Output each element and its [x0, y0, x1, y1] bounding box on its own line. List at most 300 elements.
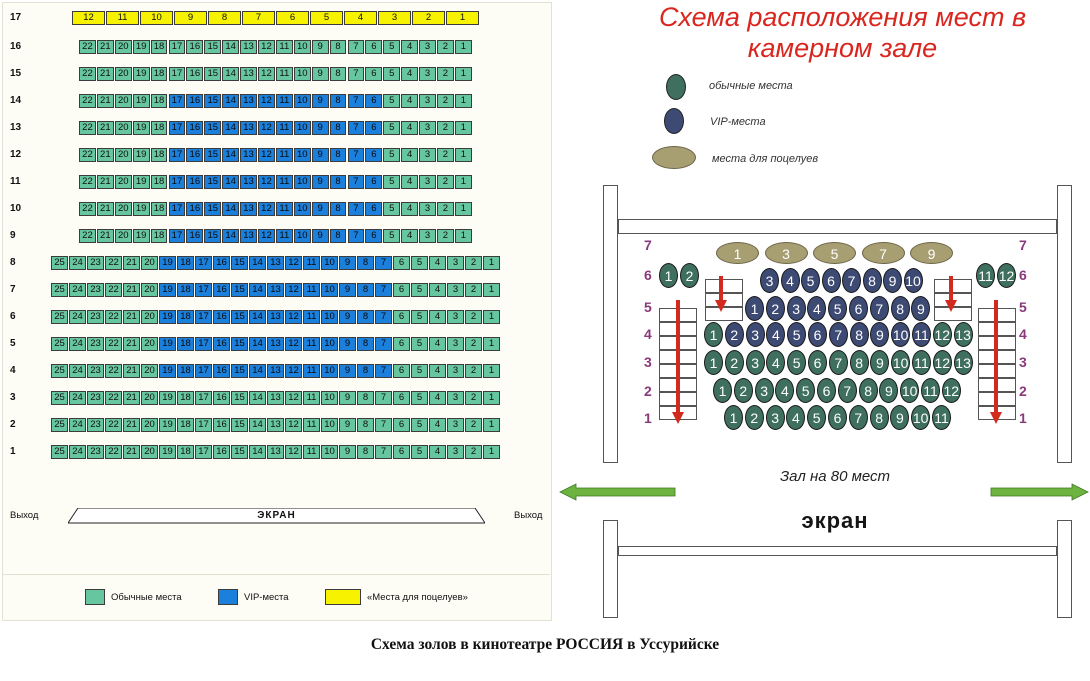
- seat-std-r11-21[interactable]: 21: [97, 175, 114, 189]
- seat-std-r3-9[interactable]: 9: [339, 391, 356, 405]
- seat-std-r16-6[interactable]: 6: [365, 40, 382, 54]
- chamber-seat-r1-2[interactable]: 2: [745, 405, 764, 430]
- seat-vip-r14-6[interactable]: 6: [365, 94, 382, 108]
- chamber-seat-r2-12[interactable]: 12: [942, 378, 961, 403]
- seat-std-r8-25[interactable]: 25: [51, 256, 68, 270]
- seat-std-r10-2[interactable]: 2: [437, 202, 454, 216]
- chamber-seat-r6-10[interactable]: 10: [904, 268, 923, 293]
- seat-std-r16-7[interactable]: 7: [348, 40, 365, 54]
- seat-std-r11-22[interactable]: 22: [79, 175, 96, 189]
- seat-vip-r8-15[interactable]: 15: [231, 256, 248, 270]
- seat-std-r14-2[interactable]: 2: [437, 94, 454, 108]
- seat-std-r9-21[interactable]: 21: [97, 229, 114, 243]
- seat-vip-r10-6[interactable]: 6: [365, 202, 382, 216]
- seat-std-r2-16[interactable]: 16: [213, 418, 230, 432]
- seat-std-r6-5[interactable]: 5: [411, 310, 428, 324]
- seat-vip-r12-14[interactable]: 14: [222, 148, 239, 162]
- seat-vip-r12-6[interactable]: 6: [365, 148, 382, 162]
- seat-std-r16-16[interactable]: 16: [186, 40, 203, 54]
- chamber-seat-r6-8[interactable]: 8: [863, 268, 882, 293]
- seat-std-r8-5[interactable]: 5: [411, 256, 428, 270]
- seat-vip-r7-9[interactable]: 9: [339, 283, 356, 297]
- seat-vip-r5-7[interactable]: 7: [375, 337, 392, 351]
- chamber-seat-r4-11[interactable]: 11: [912, 322, 931, 347]
- seat-std-r9-3[interactable]: 3: [419, 229, 436, 243]
- seat-std-r2-8[interactable]: 8: [357, 418, 374, 432]
- seat-vip-r7-19[interactable]: 19: [159, 283, 176, 297]
- seat-vip-r13-15[interactable]: 15: [204, 121, 221, 135]
- seat-std-r5-25[interactable]: 25: [51, 337, 68, 351]
- seat-vip-r6-17[interactable]: 17: [195, 310, 212, 324]
- seat-std-r7-22[interactable]: 22: [105, 283, 122, 297]
- seat-vip-r11-10[interactable]: 10: [294, 175, 311, 189]
- seat-vip-r5-14[interactable]: 14: [249, 337, 266, 351]
- seat-std-r1-22[interactable]: 22: [105, 445, 122, 459]
- seat-std-r15-16[interactable]: 16: [186, 67, 203, 81]
- seat-std-r2-12[interactable]: 12: [285, 418, 302, 432]
- seat-std-r5-22[interactable]: 22: [105, 337, 122, 351]
- seat-vip-r12-15[interactable]: 15: [204, 148, 221, 162]
- seat-std-r8-3[interactable]: 3: [447, 256, 464, 270]
- chamber-kiss-seat-3[interactable]: 3: [765, 242, 808, 264]
- seat-std-r16-9[interactable]: 9: [312, 40, 329, 54]
- seat-vip-r12-11[interactable]: 11: [276, 148, 293, 162]
- seat-std-r2-7[interactable]: 7: [375, 418, 392, 432]
- seat-vip-r5-8[interactable]: 8: [357, 337, 374, 351]
- seat-std-r4-23[interactable]: 23: [87, 364, 104, 378]
- seat-vip-r12-7[interactable]: 7: [348, 148, 365, 162]
- chamber-seat-r4-3[interactable]: 3: [746, 322, 765, 347]
- seat-vip-r8-11[interactable]: 11: [303, 256, 320, 270]
- seat-std-r15-6[interactable]: 6: [365, 67, 382, 81]
- chamber-seat-r2-6[interactable]: 6: [817, 378, 836, 403]
- seat-std-r1-20[interactable]: 20: [141, 445, 158, 459]
- seat-std-r1-18[interactable]: 18: [177, 445, 194, 459]
- seat-std-r9-5[interactable]: 5: [383, 229, 400, 243]
- seat-std-r15-10[interactable]: 10: [294, 67, 311, 81]
- seat-vip-r11-12[interactable]: 12: [258, 175, 275, 189]
- seat-std-r2-13[interactable]: 13: [267, 418, 284, 432]
- seat-vip-r14-11[interactable]: 11: [276, 94, 293, 108]
- seat-vip-r8-18[interactable]: 18: [177, 256, 194, 270]
- seat-vip-r14-8[interactable]: 8: [330, 94, 347, 108]
- seat-std-r5-20[interactable]: 20: [141, 337, 158, 351]
- seat-vip-r6-13[interactable]: 13: [267, 310, 284, 324]
- seat-std-r3-12[interactable]: 12: [285, 391, 302, 405]
- seat-std-r3-20[interactable]: 20: [141, 391, 158, 405]
- seat-vip-r5-11[interactable]: 11: [303, 337, 320, 351]
- seat-vip-r10-7[interactable]: 7: [348, 202, 365, 216]
- chamber-seat-r1-3[interactable]: 3: [766, 405, 785, 430]
- seat-std-r12-20[interactable]: 20: [115, 148, 132, 162]
- chamber-seat-r2-7[interactable]: 7: [838, 378, 857, 403]
- chamber-seat-r1-9[interactable]: 9: [890, 405, 909, 430]
- seat-vip-r9-17[interactable]: 17: [169, 229, 186, 243]
- seat-std-r16-18[interactable]: 18: [151, 40, 168, 54]
- seat-std-r13-2[interactable]: 2: [437, 121, 454, 135]
- chamber-seat-r3-9[interactable]: 9: [870, 350, 889, 375]
- seat-std-r8-1[interactable]: 1: [483, 256, 500, 270]
- seat-std-r10-3[interactable]: 3: [419, 202, 436, 216]
- seat-vip-r4-14[interactable]: 14: [249, 364, 266, 378]
- seat-std-r13-21[interactable]: 21: [97, 121, 114, 135]
- seat-vip-r7-7[interactable]: 7: [375, 283, 392, 297]
- seat-std-r3-13[interactable]: 13: [267, 391, 284, 405]
- seat-std-r5-3[interactable]: 3: [447, 337, 464, 351]
- seat-std-r11-4[interactable]: 4: [401, 175, 418, 189]
- chamber-seat-r4-6[interactable]: 6: [808, 322, 827, 347]
- seat-std-r1-24[interactable]: 24: [69, 445, 86, 459]
- seat-std-r10-1[interactable]: 1: [455, 202, 472, 216]
- seat-std-r6-1[interactable]: 1: [483, 310, 500, 324]
- seat-std-r10-19[interactable]: 19: [133, 202, 150, 216]
- seat-std-r2-18[interactable]: 18: [177, 418, 194, 432]
- seat-std-r2-6[interactable]: 6: [393, 418, 410, 432]
- seat-std-r14-3[interactable]: 3: [419, 94, 436, 108]
- seat-vip-r12-9[interactable]: 9: [312, 148, 329, 162]
- seat-vip-r4-18[interactable]: 18: [177, 364, 194, 378]
- seat-std-r4-21[interactable]: 21: [123, 364, 140, 378]
- seat-vip-r10-12[interactable]: 12: [258, 202, 275, 216]
- chamber-seat-r2-9[interactable]: 9: [879, 378, 898, 403]
- seat-vip-r6-9[interactable]: 9: [339, 310, 356, 324]
- seat-kiss-r17-11[interactable]: 11: [106, 11, 139, 25]
- seat-std-r8-20[interactable]: 20: [141, 256, 158, 270]
- seat-std-r15-7[interactable]: 7: [348, 67, 365, 81]
- seat-vip-r6-15[interactable]: 15: [231, 310, 248, 324]
- seat-std-r4-4[interactable]: 4: [429, 364, 446, 378]
- seat-vip-r5-18[interactable]: 18: [177, 337, 194, 351]
- chamber-seat-r6-11[interactable]: 11: [976, 263, 995, 288]
- seat-std-r16-3[interactable]: 3: [419, 40, 436, 54]
- seat-std-r14-4[interactable]: 4: [401, 94, 418, 108]
- chamber-kiss-seat-5[interactable]: 5: [813, 242, 856, 264]
- seat-kiss-r17-8[interactable]: 8: [208, 11, 241, 25]
- seat-vip-r10-13[interactable]: 13: [240, 202, 257, 216]
- seat-std-r1-23[interactable]: 23: [87, 445, 104, 459]
- seat-std-r11-5[interactable]: 5: [383, 175, 400, 189]
- seat-std-r11-1[interactable]: 1: [455, 175, 472, 189]
- seat-std-r13-18[interactable]: 18: [151, 121, 168, 135]
- seat-vip-r7-16[interactable]: 16: [213, 283, 230, 297]
- seat-std-r6-2[interactable]: 2: [465, 310, 482, 324]
- seat-std-r7-21[interactable]: 21: [123, 283, 140, 297]
- seat-vip-r14-7[interactable]: 7: [348, 94, 365, 108]
- seat-std-r3-19[interactable]: 19: [159, 391, 176, 405]
- seat-vip-r6-11[interactable]: 11: [303, 310, 320, 324]
- seat-vip-r12-17[interactable]: 17: [169, 148, 186, 162]
- chamber-seat-r1-8[interactable]: 8: [870, 405, 889, 430]
- seat-std-r1-1[interactable]: 1: [483, 445, 500, 459]
- seat-vip-r9-7[interactable]: 7: [348, 229, 365, 243]
- seat-std-r6-4[interactable]: 4: [429, 310, 446, 324]
- chamber-seat-r4-8[interactable]: 8: [850, 322, 869, 347]
- seat-vip-r9-13[interactable]: 13: [240, 229, 257, 243]
- seat-std-r3-11[interactable]: 11: [303, 391, 320, 405]
- seat-vip-r7-8[interactable]: 8: [357, 283, 374, 297]
- seat-kiss-r17-9[interactable]: 9: [174, 11, 207, 25]
- seat-std-r1-4[interactable]: 4: [429, 445, 446, 459]
- chamber-seat-r4-13[interactable]: 13: [954, 322, 973, 347]
- seat-vip-r7-15[interactable]: 15: [231, 283, 248, 297]
- seat-std-r16-5[interactable]: 5: [383, 40, 400, 54]
- seat-std-r1-3[interactable]: 3: [447, 445, 464, 459]
- seat-std-r10-22[interactable]: 22: [79, 202, 96, 216]
- seat-kiss-r17-10[interactable]: 10: [140, 11, 173, 25]
- seat-std-r2-24[interactable]: 24: [69, 418, 86, 432]
- seat-std-r2-4[interactable]: 4: [429, 418, 446, 432]
- seat-vip-r12-12[interactable]: 12: [258, 148, 275, 162]
- chamber-seat-r5-5[interactable]: 5: [828, 296, 847, 321]
- seat-std-r3-16[interactable]: 16: [213, 391, 230, 405]
- seat-std-r15-18[interactable]: 18: [151, 67, 168, 81]
- seat-std-r8-22[interactable]: 22: [105, 256, 122, 270]
- chamber-kiss-seat-7[interactable]: 7: [862, 242, 905, 264]
- seat-kiss-r17-4[interactable]: 4: [344, 11, 377, 25]
- chamber-seat-r6-3[interactable]: 3: [760, 268, 779, 293]
- seat-std-r1-9[interactable]: 9: [339, 445, 356, 459]
- seat-std-r16-14[interactable]: 14: [222, 40, 239, 54]
- chamber-seat-r3-11[interactable]: 11: [912, 350, 931, 375]
- seat-std-r11-3[interactable]: 3: [419, 175, 436, 189]
- seat-std-r5-23[interactable]: 23: [87, 337, 104, 351]
- chamber-seat-r6-9[interactable]: 9: [883, 268, 902, 293]
- seat-vip-r14-9[interactable]: 9: [312, 94, 329, 108]
- seat-std-r2-9[interactable]: 9: [339, 418, 356, 432]
- seat-vip-r11-6[interactable]: 6: [365, 175, 382, 189]
- seat-std-r3-2[interactable]: 2: [465, 391, 482, 405]
- chamber-seat-r3-7[interactable]: 7: [829, 350, 848, 375]
- chamber-seat-r1-7[interactable]: 7: [849, 405, 868, 430]
- seat-vip-r7-12[interactable]: 12: [285, 283, 302, 297]
- chamber-seat-r2-2[interactable]: 2: [734, 378, 753, 403]
- seat-vip-r11-16[interactable]: 16: [186, 175, 203, 189]
- seat-vip-r11-17[interactable]: 17: [169, 175, 186, 189]
- seat-vip-r8-9[interactable]: 9: [339, 256, 356, 270]
- seat-std-r3-15[interactable]: 15: [231, 391, 248, 405]
- seat-vip-r8-12[interactable]: 12: [285, 256, 302, 270]
- seat-vip-r6-14[interactable]: 14: [249, 310, 266, 324]
- seat-vip-r9-11[interactable]: 11: [276, 229, 293, 243]
- chamber-seat-r6-12[interactable]: 12: [997, 263, 1016, 288]
- seat-vip-r9-15[interactable]: 15: [204, 229, 221, 243]
- chamber-seat-r3-2[interactable]: 2: [725, 350, 744, 375]
- seat-vip-r11-15[interactable]: 15: [204, 175, 221, 189]
- seat-std-r4-2[interactable]: 2: [465, 364, 482, 378]
- seat-vip-r8-10[interactable]: 10: [321, 256, 338, 270]
- seat-vip-r5-17[interactable]: 17: [195, 337, 212, 351]
- seat-std-r15-2[interactable]: 2: [437, 67, 454, 81]
- seat-std-r3-7[interactable]: 7: [375, 391, 392, 405]
- seat-vip-r4-19[interactable]: 19: [159, 364, 176, 378]
- seat-vip-r7-11[interactable]: 11: [303, 283, 320, 297]
- seat-std-r1-2[interactable]: 2: [465, 445, 482, 459]
- chamber-seat-r6-7[interactable]: 7: [842, 268, 861, 293]
- seat-kiss-r17-1[interactable]: 1: [446, 11, 479, 25]
- chamber-seat-r1-11[interactable]: 11: [932, 405, 951, 430]
- seat-vip-r10-14[interactable]: 14: [222, 202, 239, 216]
- seat-vip-r11-14[interactable]: 14: [222, 175, 239, 189]
- seat-std-r3-1[interactable]: 1: [483, 391, 500, 405]
- seat-std-r1-21[interactable]: 21: [123, 445, 140, 459]
- seat-std-r16-19[interactable]: 19: [133, 40, 150, 54]
- seat-kiss-r17-2[interactable]: 2: [412, 11, 445, 25]
- seat-std-r16-21[interactable]: 21: [97, 40, 114, 54]
- seat-kiss-r17-12[interactable]: 12: [72, 11, 105, 25]
- seat-vip-r8-13[interactable]: 13: [267, 256, 284, 270]
- seat-vip-r11-13[interactable]: 13: [240, 175, 257, 189]
- seat-std-r1-14[interactable]: 14: [249, 445, 266, 459]
- seat-std-r9-22[interactable]: 22: [79, 229, 96, 243]
- chamber-seat-r2-11[interactable]: 11: [921, 378, 940, 403]
- chamber-seat-r4-7[interactable]: 7: [829, 322, 848, 347]
- seat-std-r5-2[interactable]: 2: [465, 337, 482, 351]
- seat-std-r3-24[interactable]: 24: [69, 391, 86, 405]
- seat-std-r1-11[interactable]: 11: [303, 445, 320, 459]
- seat-std-r2-3[interactable]: 3: [447, 418, 464, 432]
- seat-vip-r12-8[interactable]: 8: [330, 148, 347, 162]
- seat-vip-r10-11[interactable]: 11: [276, 202, 293, 216]
- seat-std-r16-20[interactable]: 20: [115, 40, 132, 54]
- seat-std-r12-18[interactable]: 18: [151, 148, 168, 162]
- seat-vip-r8-19[interactable]: 19: [159, 256, 176, 270]
- seat-std-r1-6[interactable]: 6: [393, 445, 410, 459]
- seat-std-r3-14[interactable]: 14: [249, 391, 266, 405]
- seat-vip-r13-11[interactable]: 11: [276, 121, 293, 135]
- seat-vip-r5-16[interactable]: 16: [213, 337, 230, 351]
- seat-std-r8-24[interactable]: 24: [69, 256, 86, 270]
- seat-std-r15-11[interactable]: 11: [276, 67, 293, 81]
- seat-vip-r8-16[interactable]: 16: [213, 256, 230, 270]
- seat-std-r7-2[interactable]: 2: [465, 283, 482, 297]
- seat-std-r1-25[interactable]: 25: [51, 445, 68, 459]
- seat-std-r8-4[interactable]: 4: [429, 256, 446, 270]
- seat-std-r15-1[interactable]: 1: [455, 67, 472, 81]
- seat-vip-r4-10[interactable]: 10: [321, 364, 338, 378]
- chamber-seat-r1-1[interactable]: 1: [724, 405, 743, 430]
- chamber-seat-r3-12[interactable]: 12: [933, 350, 952, 375]
- seat-vip-r11-8[interactable]: 8: [330, 175, 347, 189]
- seat-std-r8-2[interactable]: 2: [465, 256, 482, 270]
- seat-std-r4-25[interactable]: 25: [51, 364, 68, 378]
- seat-std-r2-10[interactable]: 10: [321, 418, 338, 432]
- seat-std-r4-5[interactable]: 5: [411, 364, 428, 378]
- chamber-seat-r2-1[interactable]: 1: [713, 378, 732, 403]
- chamber-seat-r1-6[interactable]: 6: [828, 405, 847, 430]
- seat-vip-r7-13[interactable]: 13: [267, 283, 284, 297]
- chamber-seat-r6-6[interactable]: 6: [822, 268, 841, 293]
- seat-std-r16-12[interactable]: 12: [258, 40, 275, 54]
- seat-std-r3-8[interactable]: 8: [357, 391, 374, 405]
- seat-std-r15-5[interactable]: 5: [383, 67, 400, 81]
- chamber-seat-r5-7[interactable]: 7: [870, 296, 889, 321]
- seat-vip-r12-10[interactable]: 10: [294, 148, 311, 162]
- seat-std-r15-21[interactable]: 21: [97, 67, 114, 81]
- seat-vip-r6-18[interactable]: 18: [177, 310, 194, 324]
- seat-std-r14-19[interactable]: 19: [133, 94, 150, 108]
- seat-vip-r13-13[interactable]: 13: [240, 121, 257, 135]
- seat-std-r15-17[interactable]: 17: [169, 67, 186, 81]
- seat-std-r7-6[interactable]: 6: [393, 283, 410, 297]
- seat-std-r3-25[interactable]: 25: [51, 391, 68, 405]
- seat-vip-r5-9[interactable]: 9: [339, 337, 356, 351]
- seat-vip-r14-17[interactable]: 17: [169, 94, 186, 108]
- seat-std-r7-23[interactable]: 23: [87, 283, 104, 297]
- seat-std-r12-5[interactable]: 5: [383, 148, 400, 162]
- seat-vip-r10-16[interactable]: 16: [186, 202, 203, 216]
- chamber-seat-r4-2[interactable]: 2: [725, 322, 744, 347]
- seat-vip-r5-10[interactable]: 10: [321, 337, 338, 351]
- chamber-kiss-seat-1[interactable]: 1: [716, 242, 759, 264]
- seat-std-r3-5[interactable]: 5: [411, 391, 428, 405]
- seat-vip-r11-9[interactable]: 9: [312, 175, 329, 189]
- seat-std-r13-22[interactable]: 22: [79, 121, 96, 135]
- seat-std-r13-5[interactable]: 5: [383, 121, 400, 135]
- seat-vip-r6-8[interactable]: 8: [357, 310, 374, 324]
- chamber-seat-r3-10[interactable]: 10: [891, 350, 910, 375]
- seat-std-r2-22[interactable]: 22: [105, 418, 122, 432]
- seat-vip-r9-6[interactable]: 6: [365, 229, 382, 243]
- seat-vip-r5-13[interactable]: 13: [267, 337, 284, 351]
- seat-std-r1-8[interactable]: 8: [357, 445, 374, 459]
- seat-vip-r4-7[interactable]: 7: [375, 364, 392, 378]
- chamber-seat-r6-4[interactable]: 4: [781, 268, 800, 293]
- chamber-seat-r4-12[interactable]: 12: [933, 322, 952, 347]
- chamber-seat-r5-3[interactable]: 3: [787, 296, 806, 321]
- seat-std-r15-15[interactable]: 15: [204, 67, 221, 81]
- seat-std-r4-20[interactable]: 20: [141, 364, 158, 378]
- seat-std-r6-6[interactable]: 6: [393, 310, 410, 324]
- seat-std-r1-19[interactable]: 19: [159, 445, 176, 459]
- seat-std-r3-23[interactable]: 23: [87, 391, 104, 405]
- seat-std-r2-1[interactable]: 1: [483, 418, 500, 432]
- chamber-seat-r3-4[interactable]: 4: [766, 350, 785, 375]
- seat-std-r2-15[interactable]: 15: [231, 418, 248, 432]
- seat-std-r16-4[interactable]: 4: [401, 40, 418, 54]
- chamber-seat-r4-1[interactable]: 1: [704, 322, 723, 347]
- seat-std-r8-6[interactable]: 6: [393, 256, 410, 270]
- seat-std-r10-21[interactable]: 21: [97, 202, 114, 216]
- seat-std-r11-20[interactable]: 20: [115, 175, 132, 189]
- seat-vip-r4-11[interactable]: 11: [303, 364, 320, 378]
- seat-std-r5-6[interactable]: 6: [393, 337, 410, 351]
- seat-std-r14-1[interactable]: 1: [455, 94, 472, 108]
- seat-std-r2-11[interactable]: 11: [303, 418, 320, 432]
- seat-std-r11-19[interactable]: 19: [133, 175, 150, 189]
- chamber-seat-r2-4[interactable]: 4: [775, 378, 794, 403]
- seat-vip-r4-12[interactable]: 12: [285, 364, 302, 378]
- seat-std-r15-22[interactable]: 22: [79, 67, 96, 81]
- seat-std-r15-4[interactable]: 4: [401, 67, 418, 81]
- seat-vip-r8-8[interactable]: 8: [357, 256, 374, 270]
- seat-vip-r10-17[interactable]: 17: [169, 202, 186, 216]
- seat-std-r13-3[interactable]: 3: [419, 121, 436, 135]
- seat-std-r1-7[interactable]: 7: [375, 445, 392, 459]
- seat-vip-r13-10[interactable]: 10: [294, 121, 311, 135]
- chamber-seat-r6-2[interactable]: 2: [680, 263, 699, 288]
- seat-vip-r8-7[interactable]: 7: [375, 256, 392, 270]
- seat-std-r15-19[interactable]: 19: [133, 67, 150, 81]
- seat-vip-r9-16[interactable]: 16: [186, 229, 203, 243]
- seat-std-r2-21[interactable]: 21: [123, 418, 140, 432]
- seat-std-r3-4[interactable]: 4: [429, 391, 446, 405]
- seat-std-r5-21[interactable]: 21: [123, 337, 140, 351]
- seat-std-r14-5[interactable]: 5: [383, 94, 400, 108]
- seat-std-r6-22[interactable]: 22: [105, 310, 122, 324]
- seat-vip-r6-16[interactable]: 16: [213, 310, 230, 324]
- seat-std-r7-1[interactable]: 1: [483, 283, 500, 297]
- seat-vip-r5-15[interactable]: 15: [231, 337, 248, 351]
